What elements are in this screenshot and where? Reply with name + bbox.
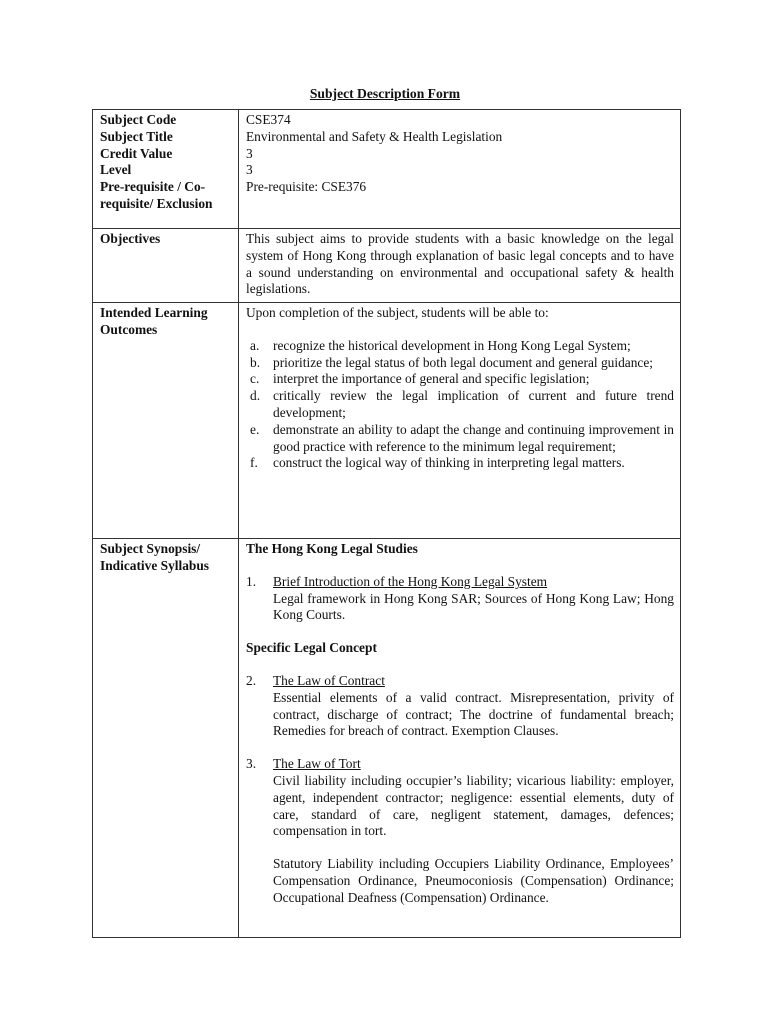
table-row	[93, 110, 681, 229]
objectives-label	[93, 229, 239, 303]
list-item-text: recognize the historical development in Hong Kong Legal System;	[273, 337, 631, 353]
syllabus-section-1	[246, 574, 674, 624]
subject-code-value: CSE374	[246, 112, 291, 127]
list-item-text: demonstrate an ability to adapt the change and continuing improvement in good practice with reference to the minimum legal requirement;	[273, 421, 674, 454]
list-item-text: construct the logical way of thinking in interpreting legal matters.	[273, 455, 625, 471]
list-marker: e.	[250, 421, 260, 437]
list-item	[246, 355, 674, 372]
list-item	[246, 338, 674, 355]
subject-description-table	[92, 109, 681, 938]
section-number: 3.	[246, 756, 257, 772]
list-item-text: prioritize the legal status of both legal document and general guidance;	[273, 354, 654, 370]
prerequisite-label-line1: Pre-requisite / Co-	[100, 179, 206, 195]
list-item	[246, 371, 674, 388]
section-title: The Law of Contract	[273, 672, 385, 688]
section-text-statutory: Statutory Liability including Occupiers Liability Ordinance, Employees’ Compensation Ordinance, Pneumoconiosis (Compensation) Ordinance; Occupational Deafness (Compensation) Ordinance.	[273, 856, 674, 905]
list-item	[246, 455, 674, 472]
section-number: 2.	[246, 672, 257, 688]
section-number: 1.	[246, 573, 257, 589]
list-item	[246, 422, 674, 456]
level-label: Level	[100, 162, 132, 178]
prerequisite-label-line2: requisite/ Exclusion	[100, 195, 213, 211]
subject-code-label: Subject Code	[100, 112, 177, 127]
list-item	[246, 388, 674, 422]
level-value: 3	[246, 162, 253, 178]
objectives-value: This subject aims to provide students with a basic knowledge on the legal system of Hong Kong through explanation of basic legal concepts and to have a sound understanding on environmental and occupational safety & health legislations.	[239, 229, 681, 303]
table-row	[93, 539, 681, 938]
objectives-label-text: Objectives	[100, 231, 161, 246]
list-marker: a.	[250, 337, 260, 353]
syllabus-section-2	[246, 673, 674, 740]
synopsis-heading-legal-studies: The Hong Kong Legal Studies	[246, 541, 418, 556]
list-marker: c.	[250, 371, 260, 387]
subject-title-label: Subject Title	[100, 128, 173, 144]
page-title: Subject Description Form	[309, 86, 461, 101]
section-title: The Law of Tort	[273, 756, 361, 772]
section-title: Brief Introduction of the Hong Kong Legal System	[273, 573, 548, 589]
synopsis-content	[239, 539, 681, 938]
section-text: Legal framework in Hong Kong SAR; Sources of Hong Kong Law; Hong Kong Courts.	[273, 590, 674, 623]
ilo-intro: Upon completion of the subject, students will be able to:	[246, 305, 549, 320]
basic-info-labels	[93, 110, 239, 229]
table-row	[93, 303, 681, 539]
ilo-content	[239, 303, 681, 539]
credit-value: 3	[246, 145, 253, 161]
table-row	[93, 229, 681, 303]
ilo-label-line1: Intended Learning	[100, 305, 208, 320]
synopsis-heading-legal-concept: Specific Legal Concept	[246, 640, 377, 656]
section-text: Civil liability including occupier’s liability; vicarious liability: employer, agent, independent contractor; negligence: essential elements, duty of care, standard of care, negligent statement, damages, defences; compensation in tort.	[273, 772, 674, 839]
list-item-text: critically review the legal implication of current and future trend development;	[273, 388, 674, 420]
ilo-list	[246, 338, 674, 472]
list-marker: b.	[250, 354, 261, 370]
basic-info-values	[239, 110, 681, 229]
synopsis-label-line1: Subject Synopsis/	[100, 541, 201, 556]
syllabus-section-3	[246, 756, 674, 906]
list-item-text: interpret the importance of general and specific legislation;	[273, 371, 590, 387]
synopsis-label	[93, 539, 239, 938]
list-marker: d.	[250, 388, 261, 404]
prerequisite-value: Pre-requisite: CSE376	[246, 179, 367, 195]
subject-title-value: Environmental and Safety & Health Legislation	[246, 128, 503, 144]
ilo-label	[93, 303, 239, 539]
ilo-label-line2: Outcomes	[100, 321, 158, 337]
list-marker: f.	[250, 455, 258, 471]
synopsis-label-line2: Indicative Syllabus	[100, 557, 210, 573]
credit-value-label: Credit Value	[100, 145, 173, 161]
section-text: Essential elements of a valid contract. Misrepresentation, privity of contract, discharge of contract; The doctrine of fundamental breach; Remedies for breach of contract. Exemption Clauses.	[273, 689, 674, 739]
